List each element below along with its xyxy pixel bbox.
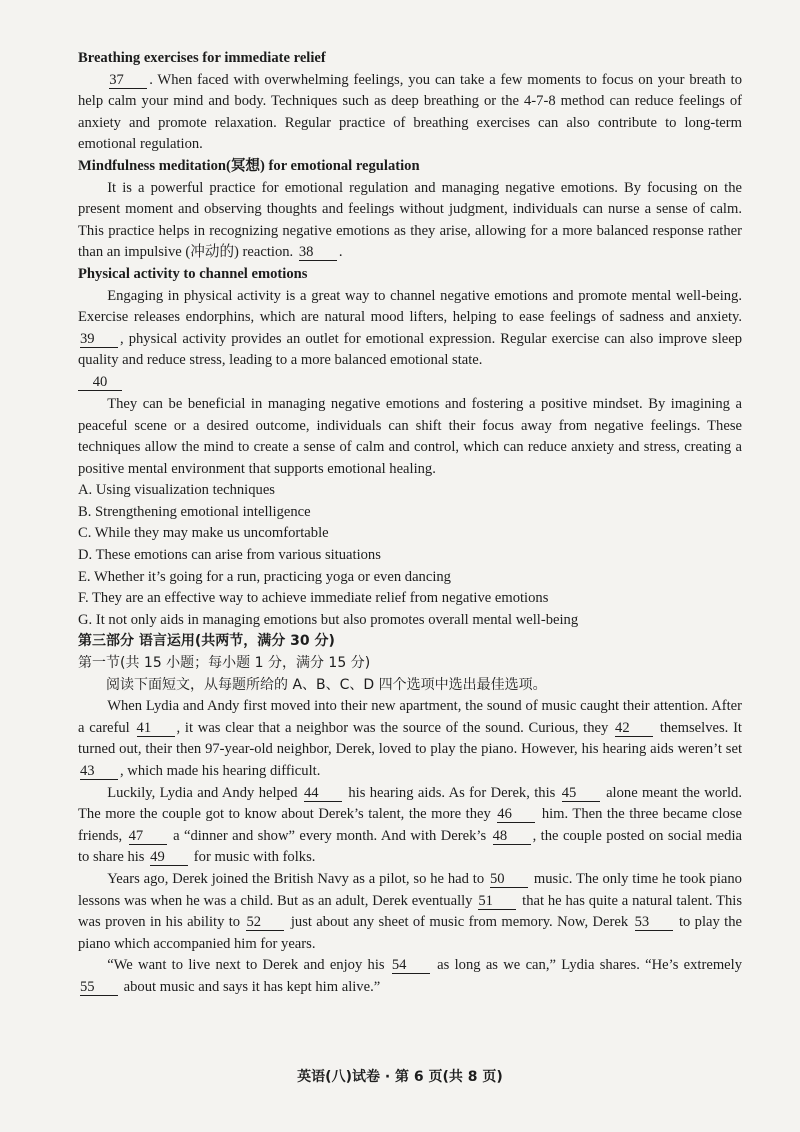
cloze-text: , it was clear that a neighbor was the source of the sound. Curious, they bbox=[176, 719, 609, 736]
cloze-text: that he has quite a natural talent. This was proven in his ability to bbox=[78, 892, 743, 931]
blank-42: 42 bbox=[615, 720, 653, 737]
cloze-text: Luckily, Lydia and Andy helped bbox=[107, 784, 298, 801]
part3-title: 第三部分 语言运用(共两节，满分 30 分) bbox=[78, 633, 335, 650]
blank-46: 46 bbox=[497, 806, 535, 823]
section-heading-breathing: Breathing exercises for immediate relief bbox=[78, 50, 326, 66]
section-heading-mindfulness: Mindfulness meditation(冥想) for emotional regulation bbox=[78, 157, 420, 174]
section-heading-physical: Physical activity to channel emotions bbox=[78, 265, 308, 282]
cloze-text: , the couple posted on social media to share his bbox=[78, 827, 742, 866]
option-c: C. While they may make us uncomfortable bbox=[78, 525, 329, 542]
paragraph-physical bbox=[78, 286, 742, 372]
option-e: E. Whether it’s going for a run, practicing yoga or even dancing bbox=[78, 568, 451, 585]
cloze-text: his hearing aids. As for Derek, this bbox=[348, 784, 556, 801]
cloze-text: about music and says it has kept him alive.” bbox=[123, 978, 381, 995]
blank-41: 41 bbox=[137, 720, 175, 737]
blank-45: 45 bbox=[562, 785, 600, 802]
cloze-paragraph-3 bbox=[78, 869, 742, 955]
blank-55: 55 bbox=[80, 979, 118, 996]
blank-50: 50 bbox=[490, 871, 528, 888]
cloze-text: “We want to live next to Derek and enjoy his bbox=[107, 957, 385, 974]
cloze-text: Years ago, Derek joined the British Navy as a pilot, so he had to bbox=[107, 870, 485, 887]
paragraph-visualization: They can be beneficial in managing negative emotions and fostering a positive mindset. By imagining a peaceful scene or a desired outcome, individuals can shift their focus away from negative feelings. These techniques allow the mind to create a sense of calm and control, which can reduce anxiety and stress, creating a positive mental environment that supports emotional healing. bbox=[78, 395, 742, 477]
paragraph-text: , physical activity provides an outlet for emotional expression. Regular exercise can also improve sleep quality and reduce stress, leading to a more balanced emotional state. bbox=[78, 330, 742, 369]
cloze-text: alone meant the world. The more the couple got to know about Derek’s talent, the more they bbox=[78, 784, 742, 823]
blank-43: 43 bbox=[80, 763, 118, 780]
paragraph-text: . When faced with overwhelming feelings, you can take a few moments to focus on your breath to help calm your mind and body. Techniques such as deep breathing or the 4-7-8 method can reduce feelings of anxiety and promote relaxation. Regular practice of breathing exercises can also contribute to long-term emotional regulation. bbox=[78, 71, 742, 153]
cloze-paragraph-4 bbox=[78, 955, 742, 998]
part3-section1: 第一节(共 15 小题；每小题 1 分，满分 15 分) bbox=[78, 655, 371, 672]
blank-48: 48 bbox=[493, 828, 531, 845]
cloze-text: a “dinner and show” every month. And with Derek’s bbox=[173, 827, 487, 844]
blank-40: 40 bbox=[78, 374, 122, 391]
paragraph-end: . bbox=[338, 244, 343, 261]
cloze-paragraph-1 bbox=[78, 696, 742, 782]
paragraph-mindfulness bbox=[78, 178, 742, 264]
cloze-text: as long as we can,” Lydia shares. “He’s extremely bbox=[437, 957, 743, 974]
option-f: F. They are an effective way to achieve immediate relief from negative emotions bbox=[78, 590, 549, 607]
option-g: G. It not only aids in managing emotions but also promotes overall mental well-being bbox=[78, 611, 579, 628]
blank-54: 54 bbox=[392, 957, 430, 974]
blank-44: 44 bbox=[304, 785, 342, 802]
blank-52: 52 bbox=[246, 914, 284, 931]
paragraph-text: It is a powerful practice for emotional regulation and managing negative emotions. By focusing on the present moment and observing thoughts and feelings without judgment, individuals can nurse a sense of calm. This practice helps in recognizing negative emotions as they arise, allowing for a more balanced response rather than an impulsive (冲动的) reaction. bbox=[78, 179, 742, 261]
cloze-text: , which made his hearing difficult. bbox=[120, 763, 321, 779]
cloze-paragraph-2 bbox=[78, 783, 742, 869]
blank-51: 51 bbox=[478, 893, 516, 910]
blank-38: 38 bbox=[299, 244, 337, 261]
paragraph-text: Engaging in physical activity is a great way to channel negative emotions and promote mental well-being. Exercise releases endorphins, which are natural mood lifters, helping to ease feelings of sadness and anxiety. bbox=[78, 287, 742, 326]
option-b: B. Strengthening emotional intelligence bbox=[78, 503, 311, 520]
option-d: D. These emotions can arise from various situations bbox=[78, 547, 381, 564]
blank-53: 53 bbox=[635, 914, 673, 931]
blank-49: 49 bbox=[150, 849, 188, 866]
paragraph-breathing bbox=[78, 70, 742, 156]
cloze-text: just about any sheet of music from memory. Now, Derek bbox=[290, 914, 629, 931]
page-footer: 英语(八)试卷 · 第 6 页(共 8 页) bbox=[297, 1069, 503, 1085]
blank-37: 37 bbox=[109, 72, 147, 89]
blank-39: 39 bbox=[80, 331, 118, 348]
cloze-text: themselves. It turned out, their then 97-year-old neighbor, Derek, loved to play the piano. However, his hearing aids weren’t set bbox=[78, 719, 742, 758]
part3-instruction: 阅读下面短文，从每题所给的 A、B、C、D 四个选项中选出最佳选项。 bbox=[106, 676, 547, 693]
cloze-text: to play the piano which accompanied him for years. bbox=[78, 914, 742, 952]
cloze-text: music. The only time he took piano lessons was when he was a child. But as an adult, Derek eventually bbox=[78, 870, 742, 909]
options-list bbox=[78, 480, 742, 631]
blank-47: 47 bbox=[129, 828, 167, 845]
cloze-text: him. Then the three became close friends, bbox=[78, 806, 742, 844]
cloze-text: When Lydia and Andy first moved into their new apartment, the sound of music caught their attention. After a careful bbox=[78, 698, 742, 736]
cloze-text: for music with folks. bbox=[193, 849, 316, 866]
option-a: A. Using visualization techniques bbox=[78, 482, 275, 499]
